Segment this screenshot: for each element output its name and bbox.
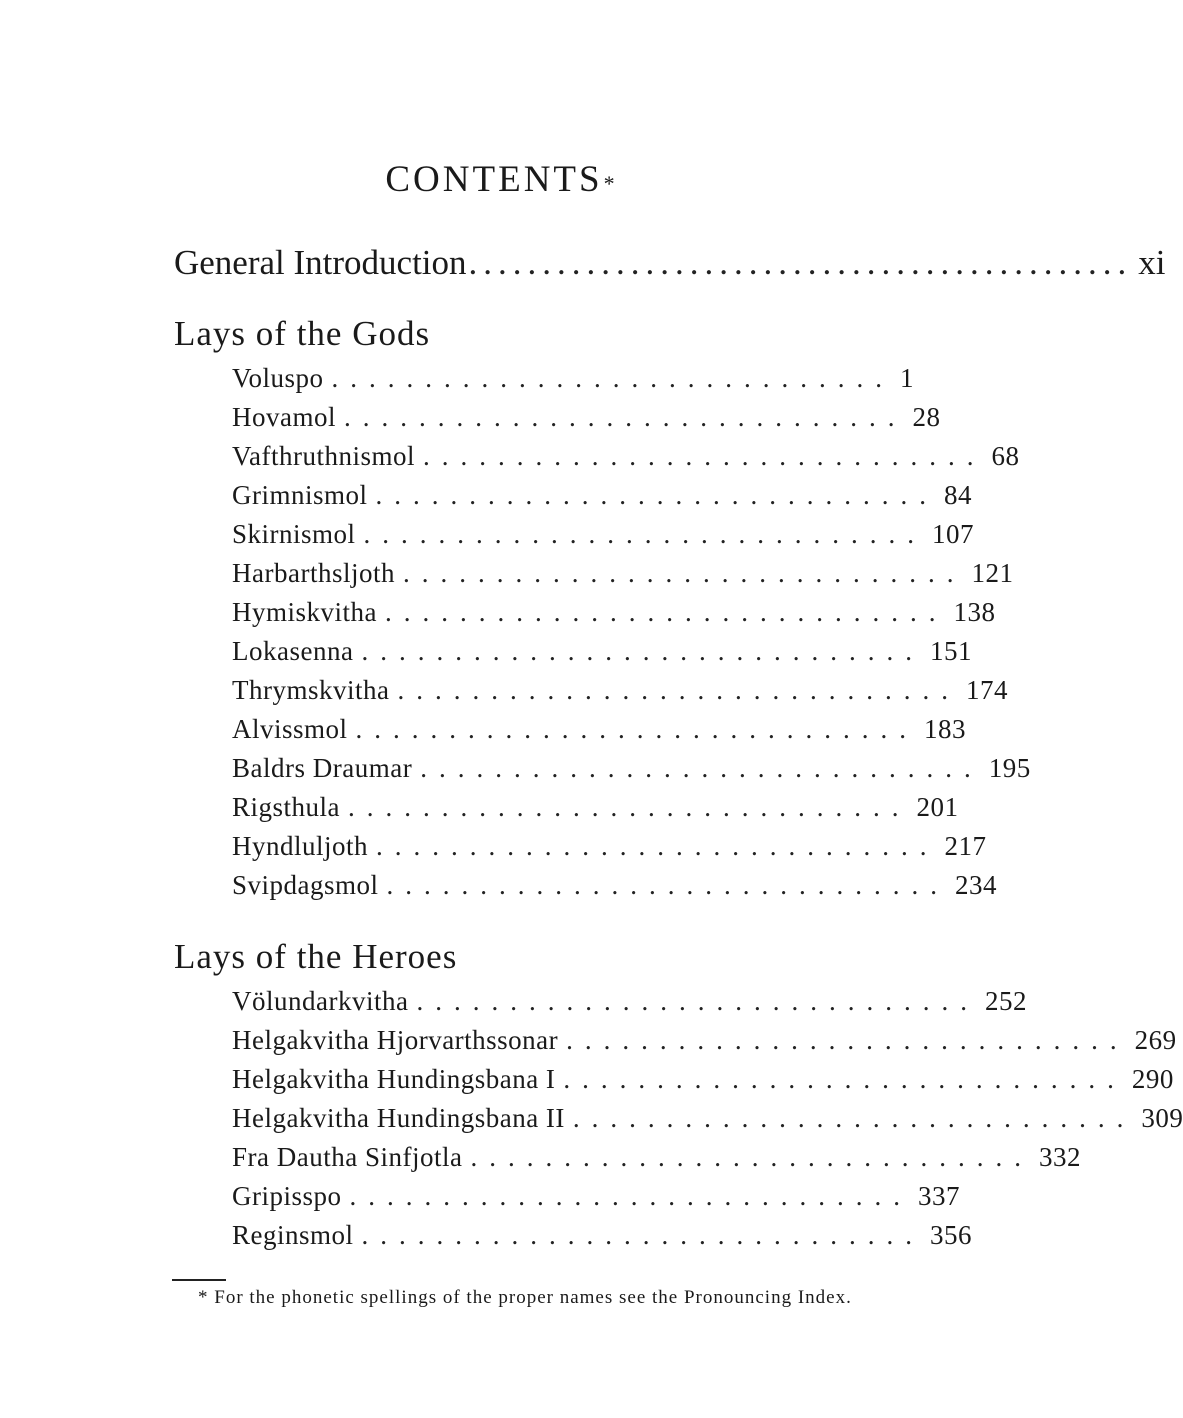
toc-entry-label: Helgakvitha Hundingsbana II — [232, 1103, 565, 1133]
toc-entry-page: 290 — [1131, 1064, 1174, 1094]
toc-entry[interactable] — [232, 672, 1008, 708]
toc-entry[interactable] — [232, 1100, 1183, 1136]
footnote: * For the phonetic spellings of the proper names see the Pronouncing Index. — [198, 1287, 852, 1308]
toc-entry-label: Völundarkvitha — [232, 986, 409, 1016]
toc-entry-page: 195 — [988, 753, 1031, 783]
toc-entry[interactable] — [232, 750, 1031, 786]
dot-leader: .............................. — [572, 1103, 1136, 1133]
toc-entry[interactable] — [232, 1022, 1177, 1058]
dot-leader: .............................. — [376, 831, 939, 861]
toc-entry-label: Hyndluljoth — [232, 831, 369, 861]
footnote-rule — [172, 1279, 226, 1281]
toc-entry-page: 337 — [918, 1181, 961, 1211]
toc-entry-page: 28 — [912, 402, 941, 432]
toc-entry-label: Skirnismol — [232, 519, 356, 549]
toc-entry[interactable] — [232, 1139, 1081, 1175]
toc-entry[interactable] — [232, 867, 998, 903]
toc-entry-page: 332 — [1038, 1142, 1081, 1172]
section-heading-gods: Lays of the Gods — [174, 314, 431, 353]
toc-entry[interactable] — [232, 828, 987, 864]
toc-entry[interactable] — [232, 399, 941, 435]
toc-entry-page: xi — [1138, 243, 1166, 282]
toc-entry-page: 1 — [900, 363, 915, 393]
dot-leader: .............................. — [375, 480, 939, 510]
toc-entry-label: General Introduction — [174, 243, 467, 282]
toc-entry[interactable] — [232, 555, 1014, 591]
toc-entry[interactable] — [232, 1178, 961, 1214]
dot-leader: .............................. — [331, 363, 895, 393]
toc-entry-page: 84 — [944, 480, 973, 510]
toc-entry-label: Thrymskvitha — [232, 675, 390, 705]
toc-entry-page: 151 — [929, 636, 972, 666]
toc-entry-label: Vafthruthnismol — [232, 441, 415, 471]
toc-entry-label: Alvissmol — [232, 714, 348, 744]
footnote-marker: * — [603, 171, 615, 196]
toc-entry-page: 309 — [1141, 1103, 1183, 1133]
dot-leader: .............................. — [423, 441, 986, 471]
dot-leader: ............................................. — [468, 243, 1133, 282]
toc-entry[interactable] — [232, 594, 996, 630]
toc-entry-label: Reginsmol — [232, 1220, 354, 1250]
dot-leader: .............................. — [363, 519, 927, 549]
toc-entry[interactable] — [232, 633, 972, 669]
dot-leader: .............................. — [402, 558, 966, 588]
toc-entry-page: 269 — [1134, 1025, 1177, 1055]
toc-entry[interactable] — [232, 1061, 1174, 1097]
toc-entry-page: 217 — [944, 831, 987, 861]
toc-entry-label: Hovamol — [232, 402, 336, 432]
dot-leader: .............................. — [344, 402, 907, 432]
dot-leader: .............................. — [348, 792, 911, 822]
dot-leader: .............................. — [420, 753, 983, 783]
toc-entry[interactable] — [232, 711, 967, 747]
toc-entry[interactable] — [232, 360, 915, 396]
dot-leader: .............................. — [349, 1181, 913, 1211]
toc-entry[interactable] — [232, 789, 959, 825]
toc-entry-page: 138 — [953, 597, 996, 627]
toc-entry-label: Grimnismol — [232, 480, 368, 510]
toc-entry-label: Voluspo — [232, 363, 324, 393]
title-text: CONTENTS — [385, 159, 603, 200]
toc-entry-page: 356 — [930, 1220, 973, 1250]
page-title — [0, 158, 1000, 202]
dot-leader: .............................. — [397, 675, 960, 705]
section-heading-heroes: Lays of the Heroes — [174, 937, 458, 976]
dot-leader: .............................. — [355, 714, 919, 744]
toc-entry-page: 201 — [916, 792, 959, 822]
toc-entry[interactable] — [232, 1217, 973, 1253]
toc-entry-page: 234 — [955, 870, 998, 900]
toc-entry-page: 68 — [991, 441, 1020, 471]
toc-entry-label: Helgakvitha Hundingsbana I — [232, 1064, 556, 1094]
toc-entry-label: Rigsthula — [232, 792, 341, 822]
dot-leader: .............................. — [361, 1220, 925, 1250]
toc-entry-page: 107 — [932, 519, 975, 549]
toc-entry-label: Lokasenna — [232, 636, 354, 666]
dot-leader: .............................. — [361, 636, 924, 666]
dot-leader: .............................. — [566, 1025, 1129, 1055]
toc-entry-label: Harbarthsljoth — [232, 558, 395, 588]
toc-entry-label: Helgakvitha Hjorvarthssonar — [232, 1025, 559, 1055]
toc-entry-label: Gripisspo — [232, 1181, 342, 1211]
dot-leader: .............................. — [385, 597, 948, 627]
toc-entry[interactable] — [232, 438, 1020, 474]
toc-entry-page: 121 — [971, 558, 1014, 588]
toc-entry-page: 174 — [965, 675, 1008, 705]
toc-entry[interactable] — [232, 516, 975, 552]
toc-entry-label: Baldrs Draumar — [232, 753, 413, 783]
toc-entry-page: 252 — [984, 986, 1027, 1016]
toc-entry[interactable] — [232, 983, 1027, 1019]
toc-entry-label: Hymiskvitha — [232, 597, 377, 627]
toc-entry-general-introduction[interactable] — [174, 240, 1166, 286]
dot-leader: .............................. — [386, 870, 950, 900]
toc-entry-label: Fra Dautha Sinfjotla — [232, 1142, 463, 1172]
toc-entry-label: Svipdagsmol — [232, 870, 379, 900]
dot-leader: .............................. — [416, 986, 979, 1016]
toc-entry-page: 183 — [924, 714, 967, 744]
toc-entry[interactable] — [232, 477, 973, 513]
dot-leader: .............................. — [563, 1064, 1126, 1094]
dot-leader: .............................. — [470, 1142, 1033, 1172]
